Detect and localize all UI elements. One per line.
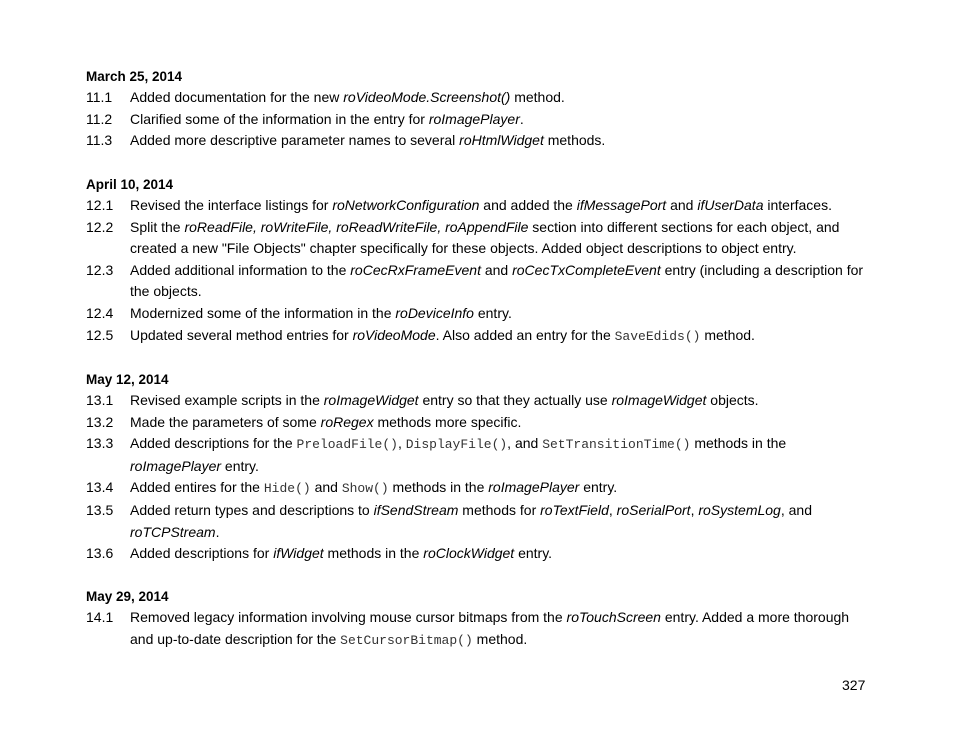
text-run: method. (472, 630, 528, 647)
method-name: PreloadFile() (296, 437, 398, 453)
entry-list (86, 607, 876, 651)
changelog-entry (86, 130, 876, 152)
object-name: roClockWidget (423, 545, 515, 562)
object-name: roHtmlWidget (459, 132, 544, 149)
object-name: roVideoMode (352, 326, 436, 343)
changelog-section-may-29 (86, 586, 876, 651)
entry-number: 13.4 (86, 479, 114, 496)
changelog-entry (86, 325, 876, 348)
object-name: ifSendStream (373, 501, 459, 518)
text-run: methods in the (690, 435, 787, 452)
entry-number: 13.1 (86, 392, 114, 408)
text-run: methods in the (323, 545, 424, 562)
text-run: methods for (458, 501, 541, 518)
object-name: ifUserData (697, 197, 764, 213)
text-run: Modernized some of the information in the (130, 304, 396, 321)
text-run: method. (510, 89, 565, 105)
method-name: SetCursorBitmap() (340, 632, 473, 648)
text-run: entry. (579, 479, 618, 496)
text-run: section into different sections for each object, and created a new "File Objects" chapter specifically for these objects. Added object descriptions to object entry. (130, 218, 840, 257)
entry-text (130, 477, 876, 500)
entry-number: 12.5 (86, 326, 114, 343)
section-date: May 12, 2014 (86, 372, 169, 387)
entry-number: 13.3 (86, 435, 114, 452)
changelog-entry (86, 260, 876, 303)
entry-text (130, 543, 876, 565)
text-run: objects. (706, 392, 759, 408)
text-run: Added return types and descriptions to (130, 501, 374, 518)
entry-text (130, 260, 876, 303)
text-run: Added descriptions for (130, 545, 274, 562)
text-run: entry. (473, 304, 512, 321)
object-name: roTCPStream (130, 523, 216, 540)
entry-list (86, 195, 876, 347)
entry-number: 14.1 (86, 609, 114, 625)
changelog-entry (86, 195, 876, 217)
method-name: DisplayFile() (405, 437, 508, 453)
entry-text (130, 433, 876, 477)
object-name: roTextField (540, 501, 609, 518)
changelog-section-march-25 (86, 66, 876, 152)
entry-text (130, 500, 876, 543)
entry-text (130, 412, 876, 434)
entry-list (86, 390, 876, 565)
text-run: and (480, 261, 513, 278)
text-run: Added descriptions for the (130, 435, 297, 452)
text-run: , (690, 501, 699, 518)
changelog-entry (86, 477, 876, 500)
method-name: SetTransitionTime() (542, 437, 691, 453)
changelog-entry (86, 390, 876, 412)
object-name: roNetworkConfiguration (332, 197, 480, 213)
object-name: roTouchScreen (566, 609, 661, 625)
object-name: roImagePlayer (488, 479, 580, 496)
method-name: SaveEdids() (614, 328, 701, 344)
object-name: roSerialPort (616, 501, 691, 518)
object-name: ifMessagePort (576, 197, 667, 213)
text-run: . (519, 110, 524, 127)
text-run: , and (507, 435, 543, 452)
changelog-entry (86, 87, 876, 109)
text-run: entry. (221, 457, 259, 474)
entry-number: 13.2 (86, 413, 114, 430)
object-name: roSystemLog (698, 501, 781, 518)
text-run: Updated several method entries for (130, 326, 353, 343)
text-run: Added entires for the (130, 479, 264, 496)
changelog-entry (86, 433, 876, 477)
text-run: interfaces. (763, 197, 832, 213)
section-date: May 29, 2014 (86, 589, 169, 604)
text-run: . Also added an entry for the (435, 326, 615, 343)
changelog-entry (86, 217, 876, 260)
text-run: method. (700, 326, 755, 343)
method-name: Hide() (263, 481, 311, 497)
text-run: . (215, 523, 220, 540)
entry-number: 12.1 (86, 197, 114, 213)
entry-text (130, 87, 876, 109)
entry-text (130, 109, 876, 131)
text-run: Split the (130, 218, 185, 235)
entry-text (130, 130, 876, 152)
entry-number: 13.6 (86, 545, 114, 562)
entry-number: 11.2 (86, 110, 113, 127)
text-run: entry. (514, 545, 553, 562)
entry-text (130, 195, 876, 217)
entry-number: 12.3 (86, 261, 114, 278)
object-name: ifWidget (273, 545, 324, 562)
object-name: roDeviceInfo (395, 304, 474, 321)
text-run: Revised example scripts in the (130, 392, 324, 408)
changelog-section-may-12 (86, 369, 876, 565)
text-run: entry (including a description for the objects. (130, 261, 864, 300)
entry-text (130, 325, 876, 348)
object-name: roVideoMode.Screenshot() (343, 89, 511, 105)
entry-text (130, 303, 876, 325)
text-run: Added more descriptive parameter names to several (130, 132, 460, 149)
entry-number: 12.2 (86, 218, 114, 235)
text-run: entry. Added a more thorough and up-to-date description for the (130, 609, 850, 647)
object-name: roImagePlayer (130, 457, 222, 474)
changelog-entry (86, 303, 876, 325)
text-run: , and (780, 501, 812, 518)
text-run: Made the parameters of some (130, 413, 321, 430)
entry-list (86, 87, 876, 152)
text-run: Clarified some of the information in the entry for (130, 110, 429, 127)
text-run: Added documentation for the new (130, 89, 344, 105)
text-run: methods in the (388, 479, 489, 496)
method-name: Show() (341, 481, 389, 497)
entry-text (130, 217, 876, 260)
text-run: and added the (479, 197, 577, 213)
object-name: roImageWidget (323, 392, 419, 408)
changelog-entry (86, 412, 876, 434)
changelog-entry (86, 607, 876, 651)
object-name: roImageWidget (611, 392, 707, 408)
section-date: April 10, 2014 (86, 177, 174, 192)
entry-text (130, 607, 876, 651)
entry-number: 11.1 (86, 89, 113, 105)
page-number: 327 (842, 677, 866, 693)
changelog-entry (86, 109, 876, 131)
text-run: Revised the interface listings for (130, 197, 333, 213)
object-name: roReadFile, roWriteFile, roReadWriteFile, roAppendFile (184, 218, 529, 235)
text-run: , (608, 501, 617, 518)
changelog-entry (86, 500, 876, 543)
entry-text (130, 390, 876, 412)
object-name: roImagePlayer (428, 110, 520, 127)
object-name: roCecRxFrameEvent (350, 261, 481, 278)
entry-number: 11.3 (86, 132, 113, 149)
text-run: Removed legacy information involving mouse cursor bitmaps from the (130, 609, 567, 625)
text-run: and (310, 479, 342, 496)
text-run: and (666, 197, 698, 213)
text-run: methods. (543, 132, 606, 149)
changelog-entry (86, 543, 876, 565)
text-run: Added additional information to the (130, 261, 351, 278)
text-run: entry so that they actually use (418, 392, 612, 408)
text-run: , (397, 435, 406, 452)
object-name: roRegex (320, 413, 374, 430)
changelog-section-april-10 (86, 174, 876, 347)
text-run: methods more specific. (373, 413, 522, 430)
section-date: March 25, 2014 (86, 69, 183, 84)
object-name: roCecTxCompleteEvent (512, 261, 661, 278)
entry-number: 12.4 (86, 304, 114, 321)
entry-number: 13.5 (86, 501, 114, 518)
